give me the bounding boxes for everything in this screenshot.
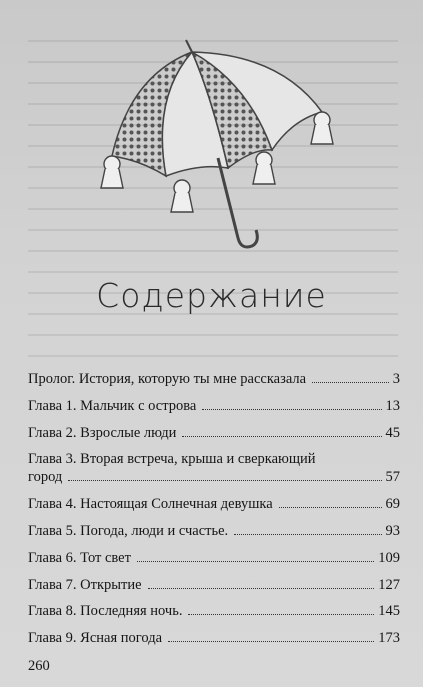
toc-entry-page: 13 <box>385 397 400 414</box>
page-title: Содержание <box>96 276 327 315</box>
dot-leader <box>137 561 374 562</box>
toc-entry-page: 45 <box>385 424 400 441</box>
toc-entry <box>28 522 400 540</box>
toc-entry-page: 127 <box>378 576 400 593</box>
table-of-contents <box>28 370 400 656</box>
dot-leader <box>148 588 375 589</box>
toc-entry-label-continued: город <box>28 469 63 486</box>
toc-entry-label: Глава 6. Тот свет <box>28 549 131 566</box>
toc-entry-label: Глава 8. Последняя ночь. <box>28 603 183 620</box>
toc-entry-label: Глава 9. Ясная погода <box>28 630 163 647</box>
toc-entry <box>28 370 400 388</box>
dot-leader <box>188 614 374 615</box>
page-number: 260 <box>28 658 50 674</box>
dot-leader <box>68 480 381 481</box>
toc-entry-page: 109 <box>378 549 400 566</box>
dot-leader <box>202 409 381 410</box>
toc-entry <box>28 450 400 486</box>
toc-entry-label: Глава 4. Настоящая Солнечная девушка <box>28 496 273 513</box>
toc-entry-page: 69 <box>385 496 400 513</box>
toc-entry-label: Глава 7. Открытие <box>28 576 142 593</box>
dot-leader <box>182 436 381 437</box>
toc-entry-label: Пролог. История, которую ты мне рассказала <box>28 371 307 387</box>
toc-entry <box>28 495 400 513</box>
dot-leader <box>168 641 374 642</box>
toc-entry-label: Глава 3. Вторая встреча, крыша и сверкающий <box>28 451 316 468</box>
toc-entry <box>28 602 400 620</box>
dot-leader <box>279 507 382 508</box>
toc-entry-page: 93 <box>385 522 400 539</box>
toc-entry-label: Глава 1. Мальчик с острова <box>28 397 197 414</box>
toc-entry <box>28 576 400 594</box>
umbrella-illustration-icon <box>100 38 340 253</box>
toc-entry-page: 3 <box>392 371 400 387</box>
toc-entry <box>28 549 400 567</box>
toc-entry-label: Глава 5. Погода, люди и счастье. <box>28 522 229 539</box>
toc-entry-page: 57 <box>385 469 400 486</box>
dot-leader <box>234 534 381 535</box>
toc-entry <box>28 629 400 647</box>
toc-entry-page: 145 <box>378 603 400 620</box>
toc-entry-label: Глава 2. Взрослые люди <box>28 424 177 441</box>
dot-leader <box>312 382 389 383</box>
toc-entry <box>28 424 400 442</box>
toc-entry <box>28 397 400 415</box>
toc-entry-page: 173 <box>378 630 400 647</box>
